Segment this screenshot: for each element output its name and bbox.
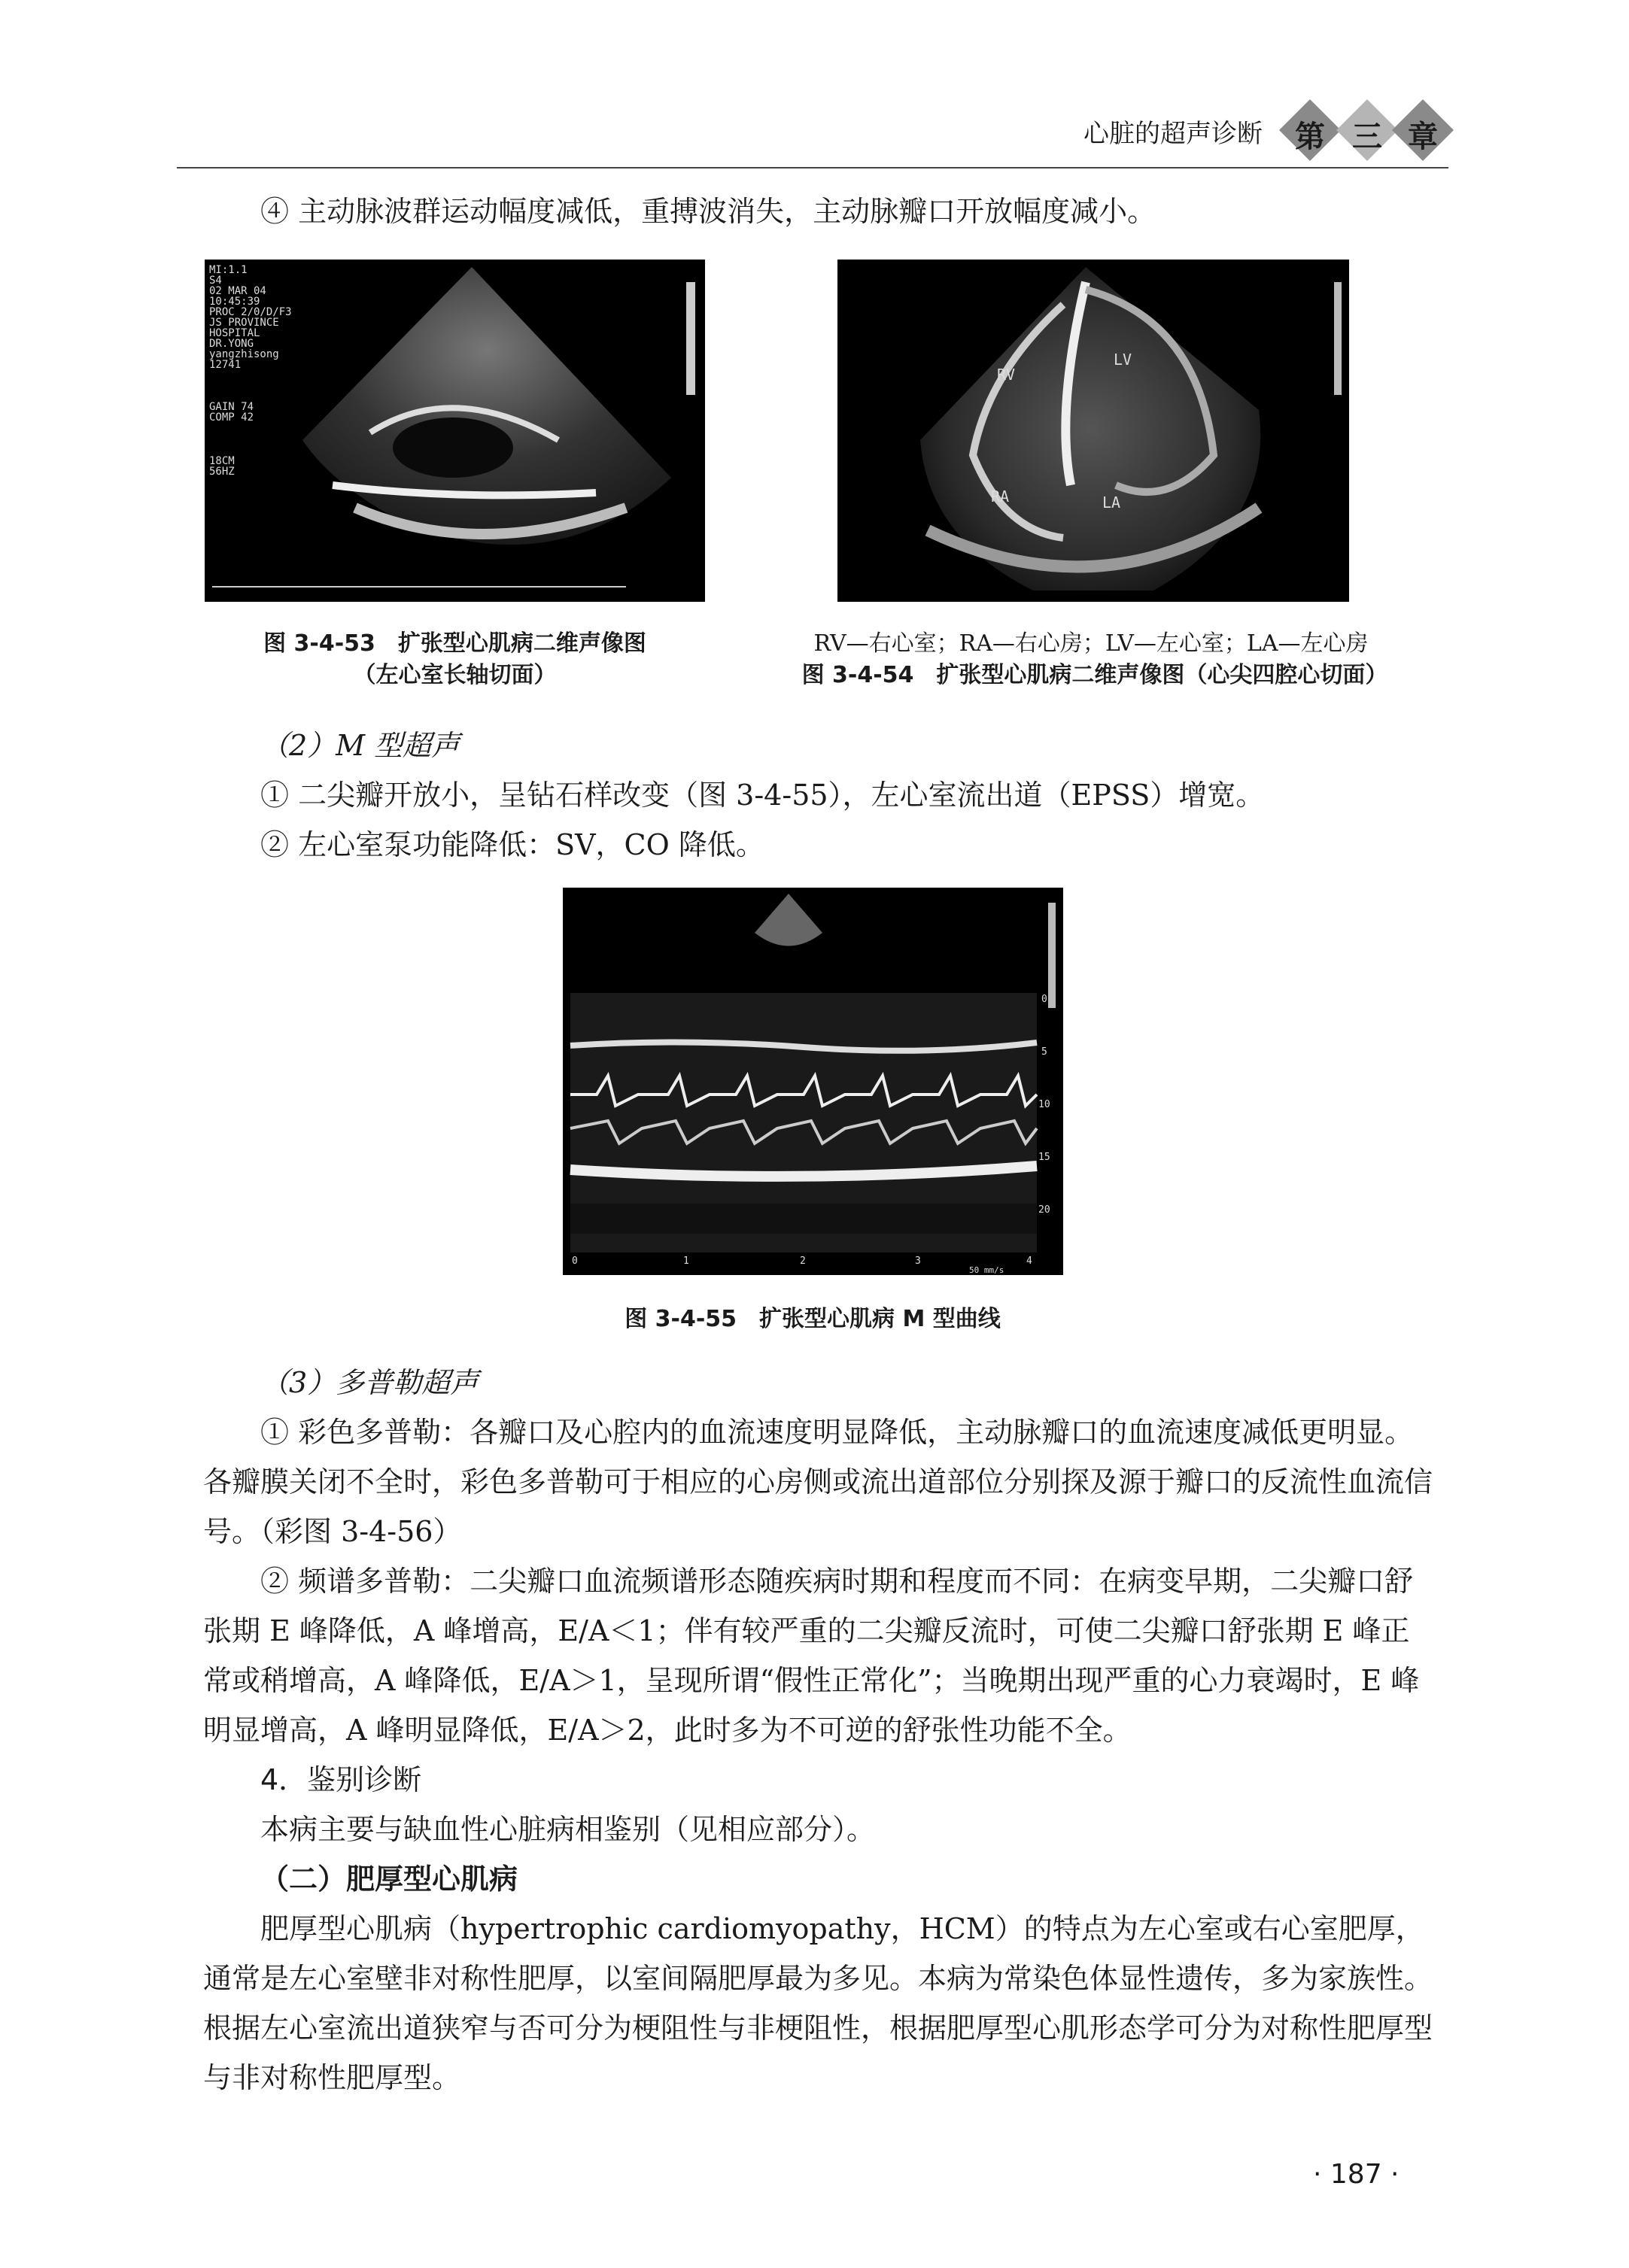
time-tick-label: 1 — [683, 1255, 689, 1267]
time-tick-label: 4 — [1026, 1255, 1032, 1267]
section-heading-doppler: （3）多普勒超声 — [260, 1366, 479, 1399]
depth-tick-label: 5 — [1041, 1046, 1047, 1058]
figure-caption-53: 图 3-4-53 扩张型心肌病二维声像图 — [263, 630, 646, 657]
header-rule — [177, 167, 1448, 169]
figure-caption-54: 图 3-4-54 扩张型心肌病二维声像图（心尖四腔心切面） — [801, 662, 1388, 688]
page-number: · 187 · — [1313, 2159, 1400, 2190]
overlay-line: HOSPITAL — [209, 327, 260, 339]
sweep-speed-label: 50 mm/s — [969, 1265, 1004, 1275]
paragraph-hcm: 肥厚型心肌病（hypertrophic cardiomyopathy，HCM）的特点为左心室或右心室肥厚，通常是左心室壁非对称性肥厚，以室间隔肥厚最为多见。本病为常染色体显性遗传，多为家族性。根据左心室流出道狭窄与否可分为梗阻性与非梗阻性，根据肥厚型心肌形态学可分为对称性肥厚型与非对称性肥厚型。 — [203, 1912, 1433, 2094]
overlay-line: 18CM — [209, 455, 235, 467]
figure-caption-53-sub: （左心室长轴切面） — [353, 662, 557, 688]
depth-tick-label: 10 — [1038, 1099, 1050, 1110]
overlay-line: 02 MAR 04 — [209, 285, 266, 297]
label-rv: RV — [997, 366, 1016, 384]
label-la: LA — [1102, 493, 1121, 512]
overlay-line: 56HZ — [209, 466, 235, 478]
chapter-char: 章 — [1408, 119, 1438, 154]
overlay-line: DR.YONG — [209, 338, 254, 350]
overlay-line: COMP 42 — [209, 411, 254, 424]
overlay-line: 10:45:39 — [209, 296, 260, 308]
echo-image-four-chamber — [837, 260, 1349, 602]
paragraph-m1: ① 二尖瓣开放小，呈钻石样改变（图 3-4-55），左心室流出道（EPSS）增宽。 — [260, 779, 1265, 812]
paragraph-m2: ② 左心室泵功能降低：SV，CO 降低。 — [260, 828, 764, 861]
section-heading-m-mode: （2）M 型超声 — [260, 729, 460, 762]
overlay-line: yangzhisong — [209, 348, 279, 360]
echo-image-long-axis — [205, 260, 705, 602]
overlay-line: 12741 — [209, 359, 242, 371]
overlay-line: PROC 2/0/D/F3 — [209, 306, 292, 318]
figure-legend-54: RV—右心室；RA—右心房；LV—左心室；LA—左心房 — [813, 630, 1369, 657]
time-tick-label: 2 — [800, 1255, 806, 1267]
chapter-char: 第 — [1295, 119, 1325, 154]
chapter-char: 三 — [1352, 119, 1382, 154]
section-heading-hcm: （二）肥厚型心肌病 — [260, 1863, 518, 1896]
depth-tick-label: 20 — [1038, 1204, 1050, 1216]
time-tick-label: 0 — [572, 1255, 578, 1267]
paragraph-differential: 本病主要与缺血性心脏病相鉴别（见相应部分）。 — [260, 1813, 876, 1846]
overlay-line: JS PROVINCE — [209, 317, 279, 329]
time-tick-label: 3 — [915, 1255, 921, 1267]
paragraph-aorta: ④ 主动脉波群运动幅度减低，重搏波消失，主动脉瓣口开放幅度减小。 — [260, 195, 1156, 228]
figure-caption-55: 图 3-4-55 扩张型心肌病 M 型曲线 — [625, 1306, 1001, 1332]
label-lv: LV — [1114, 351, 1132, 369]
depth-tick-label: 0 — [1041, 994, 1047, 1005]
depth-tick-label: 15 — [1038, 1152, 1050, 1163]
overlay-line: MI:1.1 — [209, 264, 248, 276]
running-header-title: 心脏的超声诊断 — [1083, 119, 1263, 149]
chapter-badge — [1287, 96, 1452, 165]
label-ra: RA — [991, 487, 1010, 506]
overlay-line: S4 — [209, 275, 222, 287]
paragraph-color-doppler: ① 彩色多普勒：各瓣口及心腔内的血流速度明显降低，主动脉瓣口的血流速度减低更明显。各瓣膜关闭不全时，彩色多普勒可于相应的心房侧或流出道部位分别探及源于瓣口的反流性血流信号。（彩图 3-4-56） — [203, 1416, 1433, 1548]
paragraph-spectral-doppler: ② 频谱多普勒：二尖瓣口血流频谱形态随疾病时期和程度而不同：在病变早期，二尖瓣口舒张期 E 峰降低，A 峰增高，E/A＜1；伴有较严重的二尖瓣反流时，可使二尖瓣口舒张期 E 峰正常或稍增高，A 峰降低，E/A＞1，呈现所谓“假性正常化”；当晚期出现严重的心力衰竭时，E 峰明显增高，A 峰明显降低，E/A＞2，此时多为不可逆的舒张性功能不全。 — [203, 1565, 1420, 1747]
m-mode-tracing-image — [563, 888, 1063, 1275]
overlay-line: GAIN 74 — [209, 401, 254, 413]
section-heading-differential: 4．鉴别诊断 — [260, 1763, 422, 1796]
